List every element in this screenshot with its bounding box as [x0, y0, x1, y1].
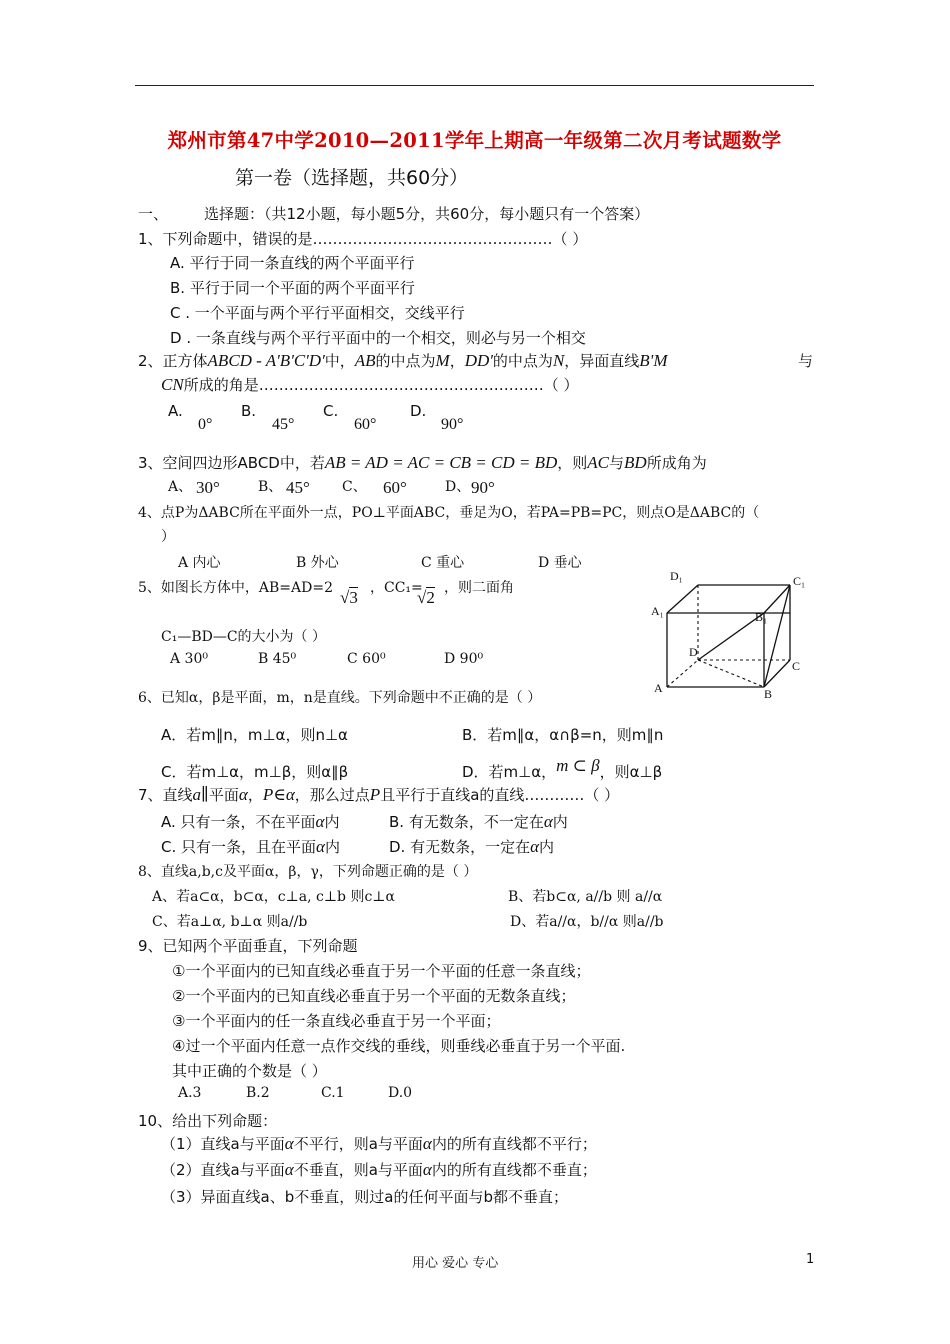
q3-option-a: A、	[168, 479, 193, 495]
q7-c-text: 内	[324, 838, 340, 856]
q2-cube-name: ABCD - A'B'C'D'	[207, 351, 325, 370]
q1-stem: 1、下列命题中，错误的是…………………………………………（ ）	[138, 230, 588, 248]
q6-option-b: B．若m∥α，α∩β=n，则m∥n	[462, 726, 664, 744]
q7-d-text: 内	[539, 838, 555, 856]
q2-option-d-value: 90°	[441, 416, 464, 433]
q2-text: 中，	[324, 352, 355, 370]
q2-text: 的中点为	[492, 352, 553, 370]
q10-text: （1）直线a与平面	[161, 1135, 285, 1153]
q2-line-bm: B'M	[639, 351, 668, 370]
q2-point-m: M	[435, 351, 450, 370]
q2-option-a-value: 0°	[198, 416, 213, 433]
q1-option-b: B. 平行于同一个平面的两个平面平行	[170, 279, 415, 297]
q4-stem-close: ）	[161, 529, 175, 545]
q1-option-d: D . 一条直线与两个平行平面中的一个相交，则必与另一个相交	[170, 329, 586, 347]
q7-option-a	[161, 811, 340, 832]
q10-alpha: α	[422, 1134, 432, 1153]
q5-option-a: A 30⁰	[170, 651, 208, 667]
q10-text: （2）直线a与平面	[161, 1161, 285, 1179]
q2-text: 的中点为	[375, 352, 436, 370]
label-d1: D₁	[670, 569, 683, 583]
q7-alpha: α	[530, 837, 540, 856]
q1-option-c: C . 一个平面与两个平行平面相交，交线平行	[170, 304, 465, 322]
q2-edge-ab: AB	[354, 351, 376, 370]
q9-option-c: C.1	[321, 1085, 345, 1101]
q2-text: 2、正方体	[138, 352, 208, 370]
q10-alpha: α	[422, 1160, 432, 1179]
q6-d-subset: m ⊂ β	[556, 756, 600, 775]
footer-motto: 用心 爱心 专心	[412, 1256, 499, 1271]
q10-item-2	[161, 1159, 597, 1180]
q8-option-b: B、若b⊂α, a//b 则 a//α	[508, 889, 663, 905]
q2-option-d: D.	[410, 402, 427, 420]
page-number: 1	[806, 1252, 815, 1267]
q3-option-d: D、	[445, 479, 471, 495]
q9-option-b: B.2	[246, 1085, 270, 1101]
section-number: 一、	[138, 205, 169, 223]
q8-stem: 8、直线a,b,c及平面α，β，γ，下列命题正确的是（ ）	[138, 864, 478, 880]
q2-option-c-value: 60°	[354, 416, 377, 433]
q7-text: 7、直线	[138, 786, 193, 804]
q5-stem-line2: C₁—BD—C的大小为（ ）	[161, 629, 326, 645]
cuboid-figure	[640, 565, 820, 705]
q5-radicand-2: 2	[426, 588, 435, 607]
q3-text: 所成角为	[646, 454, 707, 472]
q2-option-b: B.	[241, 402, 257, 420]
q9-option-d: D.0	[388, 1085, 413, 1101]
q5-sqrt3: √3	[340, 588, 358, 607]
q2-option-a: A.	[168, 402, 183, 420]
q3-line-ac: AC	[587, 453, 610, 472]
q7-line-a: a∥	[192, 785, 209, 804]
q2-option-b-value: 45°	[272, 416, 295, 433]
q7-text: 且平行于直线a的直线…………（ ）	[380, 786, 620, 804]
q7-point-p: P	[369, 785, 381, 804]
q7-stem	[138, 784, 619, 805]
q10-text: 内的所有直线都不垂直；	[431, 1161, 597, 1179]
q7-alpha: α	[543, 812, 553, 831]
q7-text: 平面	[208, 786, 239, 804]
q7-option-c	[161, 836, 340, 857]
q10-text: 内的所有直线都不平行；	[431, 1135, 597, 1153]
q2-point-n: N	[552, 351, 565, 370]
q2-option-c: C.	[323, 402, 339, 420]
top-rule	[135, 85, 814, 86]
q3-text: 3、空间四边形ABCD中，若	[138, 454, 325, 472]
label-d: D	[689, 645, 698, 659]
q5-option-b: B 45⁰	[258, 651, 297, 667]
q10-alpha: α	[284, 1134, 294, 1153]
q6-option-d	[462, 756, 663, 782]
q6-d-text: ，则α⊥β	[599, 763, 663, 781]
q6-d-text: D．若m⊥α，	[462, 763, 557, 781]
q6-option-c: C．若m⊥α，m⊥β，则α∥β	[161, 763, 349, 781]
q5-stem-tail: ，则二面角	[444, 580, 514, 596]
q3-equalities: AB = AD = AC = CB = CD = BD	[324, 453, 558, 472]
q6-option-a: A．若m∥n，m⊥α，则n⊥α	[161, 726, 348, 744]
q5-stem-cc1: ，CC₁=	[370, 580, 423, 596]
q4-option-b: B 外心	[296, 555, 339, 571]
label-a1: A₁	[651, 604, 664, 618]
q9-item-2: ②一个平面内的已知直线必垂直于另一个平面的无数条直线；	[172, 987, 576, 1005]
q4-option-c: C 重心	[421, 555, 465, 571]
q7-alpha: α	[238, 785, 248, 804]
q2-edge-dd: DD'	[464, 351, 493, 370]
q3-text: ，则	[557, 454, 588, 472]
q9-item-3: ③一个平面内的任一条直线必垂直于另一个平面；	[172, 1012, 501, 1030]
q1-option-a: A. 平行于同一条直线的两个平面平行	[170, 254, 415, 272]
q6-stem: 6、已知α，β是平面，m，n是直线。下列命题中不正确的是（ ）	[138, 690, 542, 706]
q4-option-d: D 垂心	[538, 555, 582, 571]
q5-stem: 5、如图长方体中，AB=AD=2	[138, 580, 334, 596]
q9-item-4: ④过一个平面内任意一点作交线的垂线，则垂线必垂直于另一个平面.	[172, 1037, 626, 1055]
q7-p-in-alpha: P∈α	[262, 785, 295, 804]
q3-line-bd: BD	[624, 453, 647, 472]
q4-stem: 4、点P为ΔABC所在平面外一点，PO⊥平面ABC，垂足为O，若PA=PB=PC，则点O是ΔABC的（	[138, 505, 760, 521]
q7-a-text: 内	[324, 813, 340, 831]
q7-text: ，那么过点	[294, 786, 370, 804]
q10-item-1	[161, 1133, 597, 1154]
q10-text: 不垂直，则a与平面	[293, 1161, 423, 1179]
q3-option-d-value: 90°	[471, 478, 495, 497]
label-c1: C₁	[793, 574, 806, 588]
q5-sqrt2: √2	[417, 588, 435, 607]
q2-line-cn: CN	[161, 375, 184, 394]
q2-text: ，	[449, 352, 465, 370]
q7-option-b	[389, 811, 568, 832]
section-label: 选择题：（共12小题，每小题5分，共60分，每小题只有一个答案）	[204, 205, 650, 223]
q5-option-d: D 90⁰	[444, 651, 484, 667]
q2-stem-line1	[138, 350, 667, 371]
q7-option-d	[389, 836, 554, 857]
q5-option-c: C 60⁰	[347, 651, 386, 667]
q7-d-text: D. 有无数条，一定在	[389, 838, 531, 856]
q10-item-3: （3）异面直线a、b不垂直，则过a的任何平面与b都不垂直；	[161, 1188, 568, 1206]
page-subtitle: 第一卷（选择题，共60分）	[235, 167, 469, 189]
q3-text: 与	[609, 454, 625, 472]
q9-question: 其中正确的个数是（ ）	[172, 1062, 327, 1080]
q9-option-a: A.3	[178, 1085, 202, 1101]
q7-c-text: C. 只有一条，且在平面	[161, 838, 317, 856]
q2-text: 与	[798, 352, 814, 370]
q5-radicand-3: 3	[349, 588, 358, 607]
q3-option-c-value: 60°	[383, 478, 407, 497]
q10-stem: 10、给出下列命题：	[138, 1112, 278, 1130]
q3-option-b: B、	[258, 479, 283, 495]
q10-alpha: α	[284, 1160, 294, 1179]
q7-a-text: A. 只有一条，不在平面	[161, 813, 316, 831]
label-c: C	[792, 659, 801, 673]
page-title: 郑州市第47中学2010—2011学年上期高一年级第二次月考试题数学	[167, 129, 782, 152]
label-b: B	[764, 687, 773, 701]
q7-alpha: α	[315, 812, 325, 831]
q7-b-text: 内	[552, 813, 568, 831]
q3-option-b-value: 45°	[286, 478, 310, 497]
q10-text: 不平行，则a与平面	[293, 1135, 423, 1153]
label-b1: B₁	[755, 610, 768, 624]
q8-option-a: A、若a⊂α，b⊂α，c⊥a, c⊥b 则c⊥α	[152, 889, 395, 905]
label-a: A	[654, 681, 663, 695]
q2-stem-line2	[161, 374, 578, 395]
q2-text: 所成的角是…………………………………………………（ ）	[183, 376, 579, 394]
q2-text: ，异面直线	[564, 352, 640, 370]
q4-option-a: A 内心	[178, 555, 221, 571]
q3-option-c: C、	[342, 479, 367, 495]
q9-stem: 9、已知两个平面垂直，下列命题	[138, 937, 358, 955]
q7-text: ，	[247, 786, 263, 804]
q8-option-d: D、若a//α，b//α 则a//b	[510, 914, 664, 930]
q8-option-c: C、若a⊥α, b⊥α 则a//b	[152, 914, 308, 930]
q3-option-a-value: 30°	[196, 478, 220, 497]
q3-stem	[138, 452, 707, 473]
q7-b-text: B. 有无数条，不一定在	[389, 813, 544, 831]
q9-item-1: ①一个平面内的已知直线必垂直于另一个平面的任意一条直线；	[172, 962, 591, 980]
q7-alpha: α	[316, 837, 325, 856]
